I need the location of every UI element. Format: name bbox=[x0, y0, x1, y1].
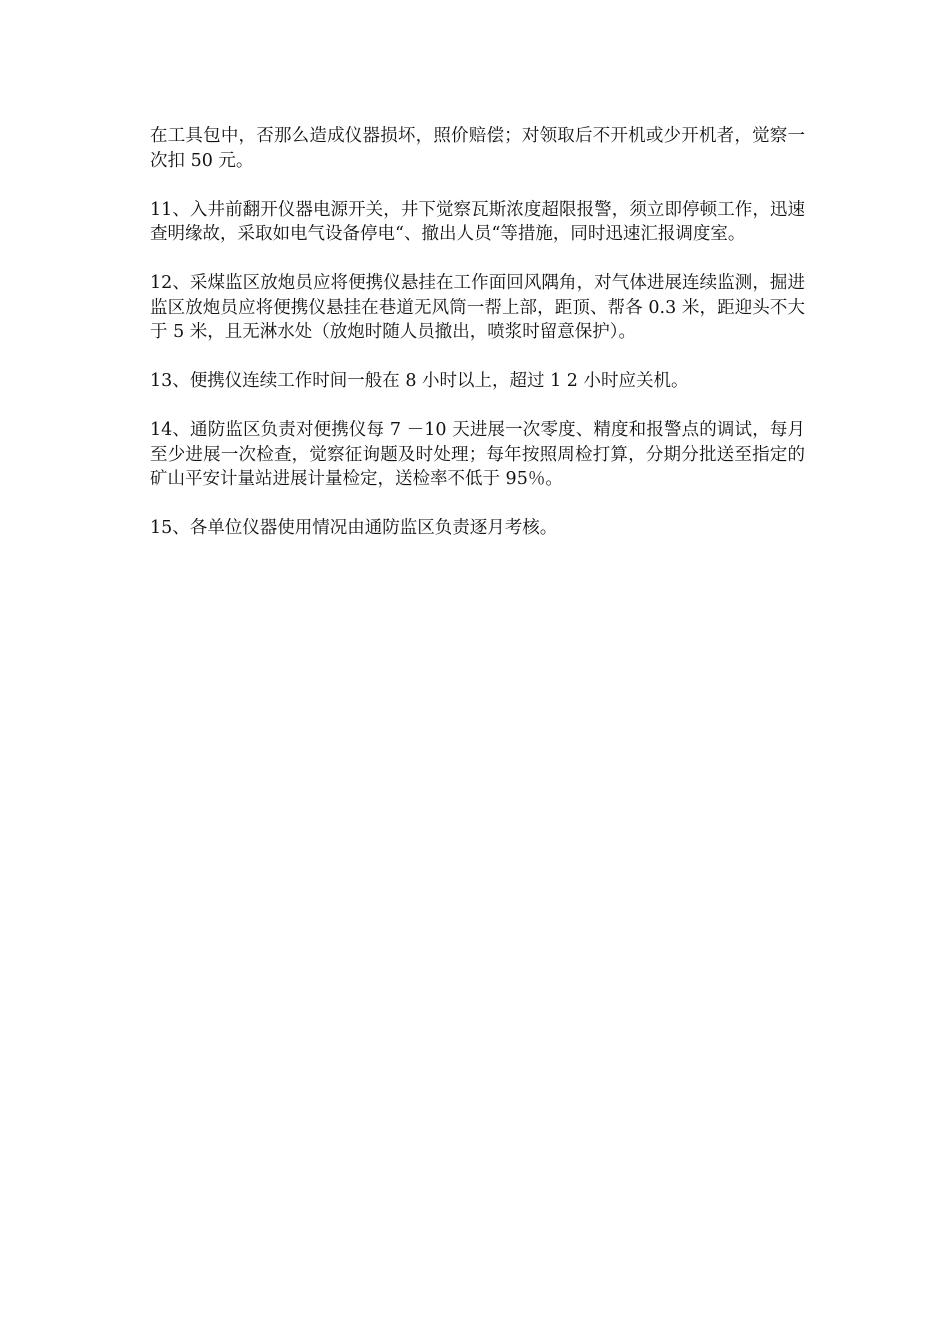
paragraph-item-11: 11、入井前翻开仪器电源开关，井下觉察瓦斯浓度超限报警，须立即停顿工作，迅速查明缘故，采取如电气设备停电“、撤出人员“等措施，同时迅速汇报调度室。 bbox=[150, 199, 805, 244]
paragraph-item-12: 12、采煤监区放炮员应将便携仪悬挂在工作面回风隅角，对气体进展连续监测，掘进监区放炮员应将便携仪悬挂在巷道无风筒一帮上部，距顶、帮各 0.3 米，距迎头不大于 5 米，且无淋水处（放炮时随人员撤出，喷浆时留意保护）。 bbox=[150, 273, 805, 342]
paragraph-item-13: 13、便携仪连续工作时间一般在 8 小时以上，超过 1 2 小时应关机。 bbox=[150, 371, 689, 391]
document-body bbox=[150, 124, 805, 565]
paragraph-item-14: 14、通防监区负责对便携仪每 7 －10 天进展一次零度、精度和报警点的调试，每月至少进展一次检查，觉察征询题及时处理；每年按照周检打算，分期分批送至指定的矿山平安计量站进展计量检定，送检率不低于 95％。 bbox=[150, 420, 805, 489]
paragraph-continuation: 在工具包中，否那么造成仪器损坏，照价赔偿；对领取后不开机或少开机者，觉察一次扣 50 元。 bbox=[150, 126, 805, 171]
paragraph-item-15: 15、各单位仪器使用情况由通防监区负责逐月考核。 bbox=[150, 518, 558, 538]
